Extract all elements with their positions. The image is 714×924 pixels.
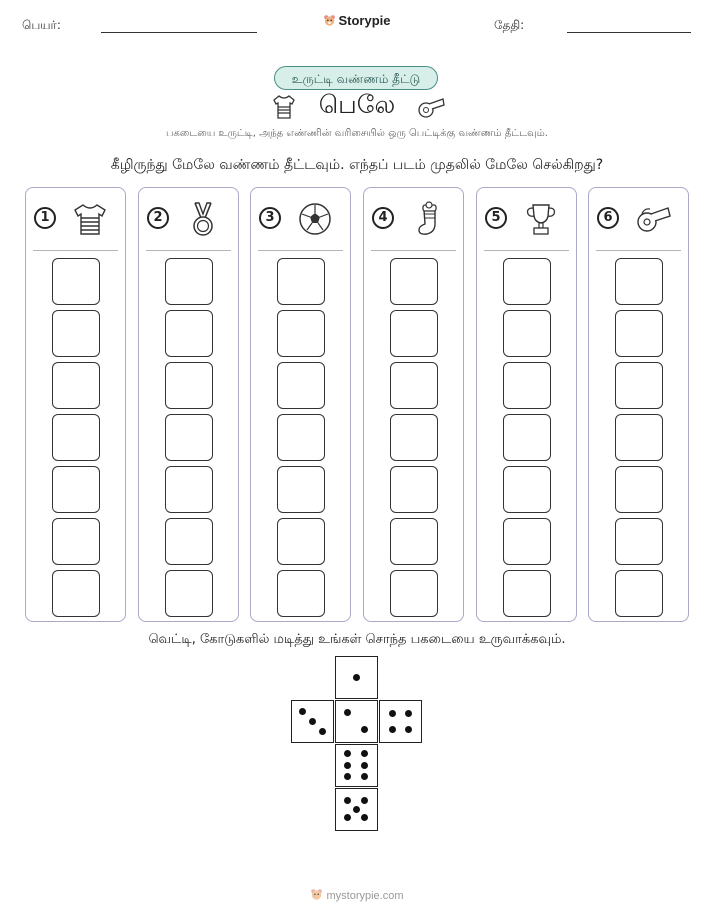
- column-6: [588, 187, 689, 622]
- cut-instruction: வெட்டி, கோடுகளில் மடித்து உங்கள் சொந்த பகடையை உருவாக்கவும்.: [148, 632, 566, 647]
- dice-pip: [405, 726, 412, 733]
- dice-pip: [389, 710, 396, 717]
- color-box[interactable]: [615, 570, 663, 617]
- dice-face-4: [379, 700, 422, 743]
- column-divider: [484, 250, 569, 251]
- color-box[interactable]: [503, 362, 551, 409]
- color-box[interactable]: [390, 362, 438, 409]
- footer-url: mystorypie.com: [326, 890, 404, 902]
- color-box[interactable]: [52, 518, 100, 565]
- dice-pip: [353, 674, 360, 681]
- color-box[interactable]: [390, 466, 438, 513]
- column-number: 4: [372, 207, 394, 229]
- tshirt-icon: [71, 200, 109, 238]
- date-line[interactable]: [567, 32, 691, 33]
- color-box[interactable]: [165, 310, 213, 357]
- dice-pip: [361, 762, 368, 769]
- color-box[interactable]: [52, 362, 100, 409]
- dice-pip: [344, 797, 351, 804]
- color-box[interactable]: [503, 518, 551, 565]
- bear-logo-icon: [323, 14, 336, 27]
- color-box[interactable]: [52, 466, 100, 513]
- column-number: 5: [485, 207, 507, 229]
- color-box[interactable]: [277, 310, 325, 357]
- instruction-text: பகடையை உருட்டி, அந்த எண்ணின் வரிசையில் ஒரு பெட்டிக்கு வண்ணம் தீட்டவும்.: [166, 128, 548, 139]
- dice-pip: [361, 726, 368, 733]
- sock-icon: [409, 200, 447, 238]
- column-number: 3: [259, 207, 281, 229]
- column-divider: [258, 250, 343, 251]
- dice-pip: [344, 773, 351, 780]
- color-box[interactable]: [390, 310, 438, 357]
- color-box[interactable]: [615, 414, 663, 461]
- color-box[interactable]: [277, 570, 325, 617]
- color-box[interactable]: [503, 414, 551, 461]
- column-5: [476, 187, 577, 622]
- trophy-icon: [522, 200, 560, 238]
- column-divider: [33, 250, 118, 251]
- dice-face-5: [335, 788, 378, 831]
- color-box[interactable]: [390, 518, 438, 565]
- color-box[interactable]: [52, 414, 100, 461]
- column-number: 2: [147, 207, 169, 229]
- column-1: [25, 187, 126, 622]
- dice-pip: [309, 718, 316, 725]
- color-box[interactable]: [390, 258, 438, 305]
- color-box[interactable]: [277, 466, 325, 513]
- color-box[interactable]: [615, 362, 663, 409]
- color-box[interactable]: [165, 258, 213, 305]
- footer-logo-icon: [310, 888, 323, 901]
- dice-pip: [405, 710, 412, 717]
- date-label: தேதி:: [494, 18, 525, 32]
- soccer-ball-icon: [296, 200, 334, 238]
- question-text: கீழிருந்து மேலே வண்ணம் தீட்டவும். எந்தப் படம் முதலில் மேலே செல்கிறது?: [110, 157, 604, 173]
- column-divider: [146, 250, 231, 251]
- brand-name: Storypie: [338, 13, 391, 28]
- medal-icon: [184, 200, 222, 238]
- column-divider: [371, 250, 456, 251]
- color-box[interactable]: [503, 466, 551, 513]
- dice-pip: [344, 814, 351, 821]
- name-label: பெயர்:: [22, 18, 61, 32]
- color-box[interactable]: [52, 258, 100, 305]
- color-box[interactable]: [615, 518, 663, 565]
- color-box[interactable]: [277, 518, 325, 565]
- color-box[interactable]: [165, 414, 213, 461]
- color-box[interactable]: [503, 310, 551, 357]
- dice-face-6: [335, 744, 378, 787]
- column-4: [363, 187, 464, 622]
- color-box[interactable]: [165, 570, 213, 617]
- dice-pip: [361, 797, 368, 804]
- dice-face-1: [335, 656, 378, 699]
- footer: [0, 888, 714, 902]
- whistle-icon: [634, 200, 672, 238]
- column-divider: [596, 250, 681, 251]
- dice-pip: [319, 728, 326, 735]
- dice-pip: [299, 708, 306, 715]
- dice-face-2: [335, 700, 378, 743]
- dice-pip: [353, 806, 360, 813]
- color-box[interactable]: [390, 570, 438, 617]
- column-3: [250, 187, 351, 622]
- dice-pip: [361, 814, 368, 821]
- color-box[interactable]: [277, 362, 325, 409]
- color-box[interactable]: [503, 570, 551, 617]
- color-box[interactable]: [390, 414, 438, 461]
- dice-pip: [344, 762, 351, 769]
- activity-tag: உருட்டி வண்ணம் தீட்டு: [274, 66, 438, 90]
- page-title: பெலே: [318, 90, 396, 119]
- color-box[interactable]: [615, 466, 663, 513]
- dice-pip: [361, 750, 368, 757]
- column-number: 6: [597, 207, 619, 229]
- name-line[interactable]: [101, 32, 257, 33]
- dice-pip: [344, 750, 351, 757]
- color-box[interactable]: [165, 466, 213, 513]
- brand-logo: [0, 13, 714, 28]
- dice-pip: [361, 773, 368, 780]
- dice-pip: [344, 709, 351, 716]
- color-box[interactable]: [503, 258, 551, 305]
- color-box[interactable]: [165, 518, 213, 565]
- column-2: [138, 187, 239, 622]
- color-box[interactable]: [277, 258, 325, 305]
- dice-face-3: [291, 700, 334, 743]
- color-box[interactable]: [615, 258, 663, 305]
- color-box[interactable]: [52, 570, 100, 617]
- color-box[interactable]: [615, 310, 663, 357]
- color-box[interactable]: [165, 362, 213, 409]
- color-box[interactable]: [52, 310, 100, 357]
- column-number: 1: [34, 207, 56, 229]
- whistle-icon: [416, 94, 446, 120]
- dice-pip: [389, 726, 396, 733]
- color-box[interactable]: [277, 414, 325, 461]
